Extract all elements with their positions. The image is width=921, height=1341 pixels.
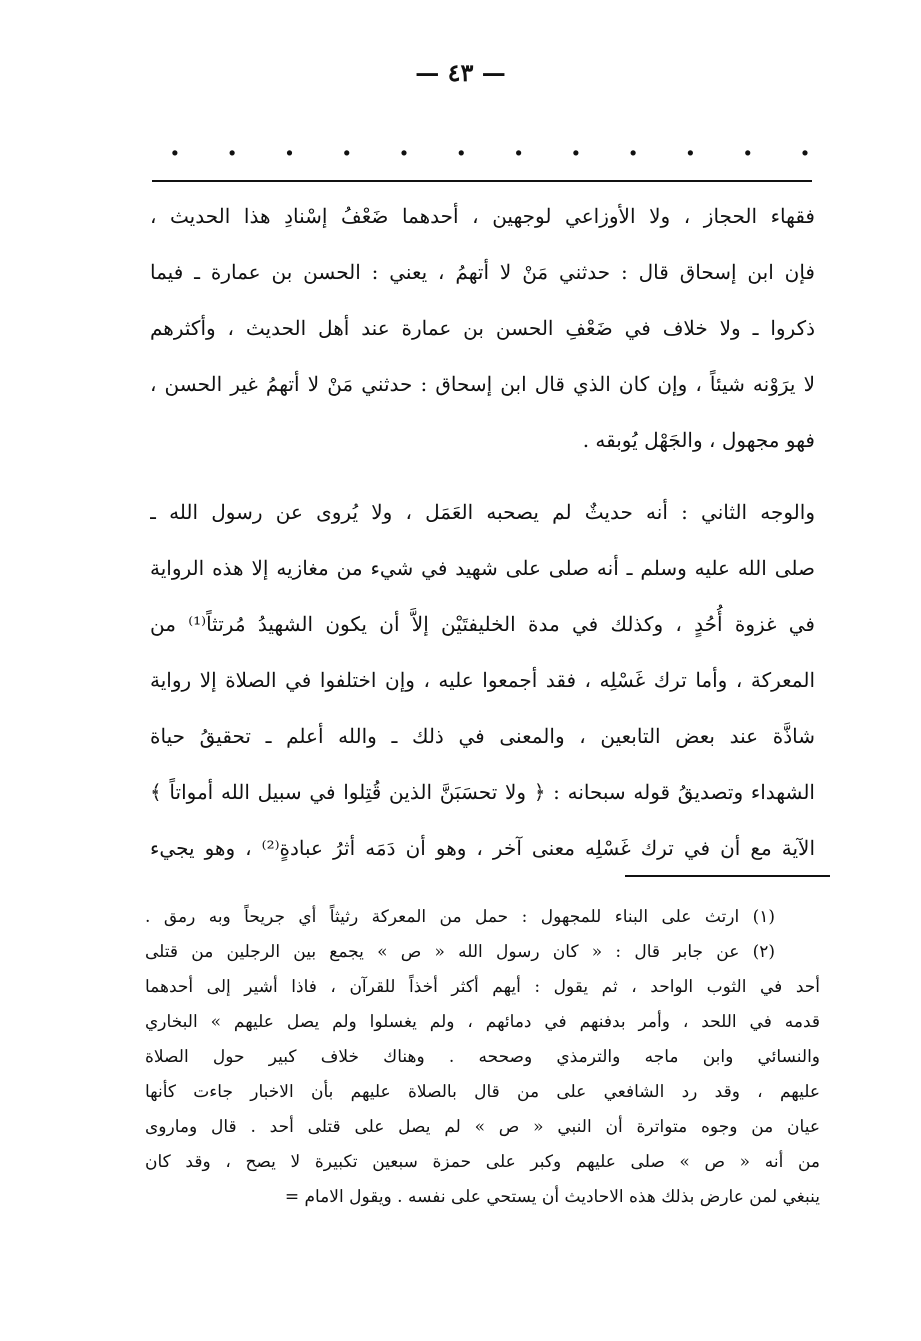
ornament-dot: .	[685, 129, 696, 162]
ornament-dot: .	[456, 129, 467, 162]
page-number: — ٤٣ —	[415, 58, 506, 87]
paragraph-1	[150, 188, 815, 468]
text-line: فقهاء الحجاز ، ولا الأوزاعي لوجهين ، أحدهما ضَعْفُ إسْنادِ هذا الحديث ،	[150, 204, 815, 228]
ornament-dot: .	[800, 129, 810, 162]
text-line: لا يرَوْنه شيئاً ، وإن كان الذي قال ابن إسحاق : حدثني مَنْ لا أتهمُ غير الحسن ،	[150, 372, 815, 396]
text-line: والوجه الثاني : أنه حديثٌ لم يصحبه العَمَل ، ولا يُروى عن رسول الله ـ	[150, 500, 815, 524]
footnote-line: (٢) عن جابر قال : « كان رسول الله « ص » يجمع بين الرجلين من قتلى	[145, 942, 775, 962]
paragraph-2	[150, 484, 815, 876]
ornament-dot: .	[284, 129, 295, 162]
text-line: صلى الله عليه وسلم ـ أنه صلى على شهيد في شيء من مغازيه إلا هذه الرواية	[150, 556, 815, 580]
footnote-line: قدمه في اللحد ، وأمر بدفنهم في دمائهم ، ولم يغسلوا ولم يصل عليهم » البخاري	[145, 1012, 820, 1032]
footnote-separator	[625, 875, 830, 877]
text-line: الشهداء وتصديقُ قوله سبحانه : ﴿ ولا تحسَبَنَّ الذين قُتِلوا في سبيل الله أمواتاً ﴾	[150, 780, 815, 804]
text-line: فإن ابن إسحاق قال : حدثني مَنْ لا أتهمُ ، يعني : الحسن بن عمارة ـ فيما	[150, 260, 815, 284]
text-line: شاذَّة عند بعض التابعين ، والمعنى في ذلك ـ والله أعلم ـ تحقيقُ حياة	[150, 724, 815, 748]
footnotes	[145, 900, 820, 1215]
ornament-dot: .	[570, 129, 581, 162]
ornament-dot: .	[227, 129, 238, 162]
footnote-line: عليهم ، وقد رد الشافعي على من قال بالصلاة عليهم بأن الاخبار جاءت كأنها	[145, 1082, 820, 1102]
footnote-line: من أنه « ص » صلى عليهم وكبر على حمزة سبعين تكبيرة لا يصح ، وقد كان	[145, 1152, 820, 1172]
footnote-line: عيان من وجوه متواترة أن النبي « ص » لم يصل على قتلى أحد . قال وماروى	[145, 1117, 820, 1137]
text-line: في غزوة أُحُدٍ ، وكذلك في مدة الخليفتَيْن إلاَّ أن يكون الشهيدُ مُرتثاً⁽¹⁾ من	[150, 612, 815, 636]
footnote-line: أحد في الثوب الواحد ، ثم يقول : أيهم أكثر أخذاً للقرآن ، فاذا أشير إلى أحدهما	[145, 977, 820, 997]
ornamental-dots-row	[170, 129, 810, 162]
ornament-dot: .	[513, 129, 524, 162]
header-rule	[152, 180, 812, 182]
text-line: فهو مجهول ، والجَهْل يُوبقه .	[582, 428, 815, 452]
ornament-dot: .	[399, 129, 409, 162]
footnote-line: ينبغي لمن عارض بذلك هذه الاحاديث أن يستحي على نفسه . ويقول الامام =	[284, 1187, 820, 1207]
ornament-dot: .	[628, 129, 638, 162]
ornament-dot: .	[170, 129, 180, 162]
footnote-line: والنسائي وابن ماجه والترمذي وصححه . وهناك خلاف كبير حول الصلاة	[145, 1047, 820, 1067]
footnote-line: (١) ارتث على البناء للمجهول : حمل من المعركة رثيثاً أي جريحاً وبه رمق .	[145, 907, 775, 927]
text-line: المعركة ، وأما ترك غَسْلِه ، فقد أجمعوا عليه ، وإن اختلفوا في الصلاة إلا رواية	[150, 668, 815, 692]
ornament-dot: .	[742, 129, 753, 162]
text-line: الآية مع أن في ترك غَسْلِه معنى آخر ، وهو أن دَمَه أثرُ عبادةٍ⁽²⁾ ، وهو يجيء	[150, 836, 815, 860]
text-line: ذكروا ـ ولا خلاف في ضَعْفِ الحسن بن عمارة عند أهل الحديث ، وأكثرهم	[150, 316, 815, 340]
ornament-dot: .	[341, 129, 352, 162]
